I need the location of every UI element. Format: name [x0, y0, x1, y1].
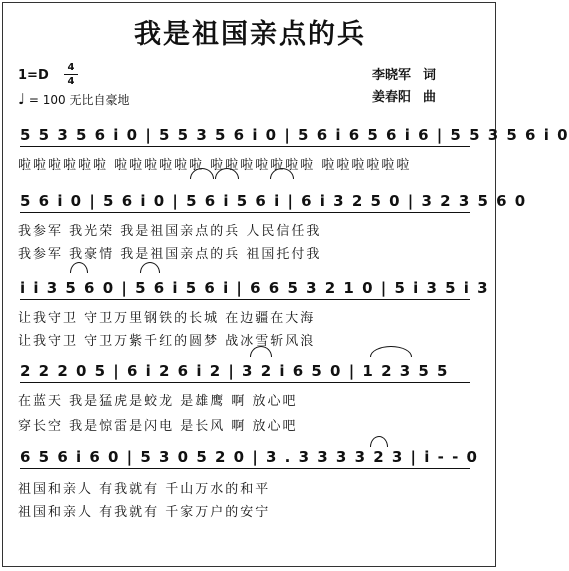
tempo-text: = 100 无比自豪地 — [28, 93, 130, 107]
song-title: 我是祖国亲点的兵 — [134, 19, 366, 50]
lyric-line: 在蓝天 我是猛虎是蛟龙 是雄鹰 啊 放心吧 — [18, 394, 298, 409]
lyric-line: 我参军 我豪情 我是祖国亲点的兵 祖国托付我 — [18, 247, 322, 262]
lyric-line: 啦啦啦啦啦啦 啦啦啦啦啦啦 啦啦啦啦啦啦啦 啦啦啦啦啦啦 — [18, 158, 412, 173]
notation-line: 2 2 2 0 5 | 6 i 2 6 i 2 | 3 2 i 6 5 0 | 1 2 3 5 5 — [20, 362, 449, 380]
beam-line — [20, 146, 470, 147]
beam-line — [20, 212, 470, 213]
notation-line: 5 5 3 5 6 i 0 | 5 5 3 5 6 i 0 | 5 6 i 6 5 6 i 6 | 5 5 3 5 6 i 0 — [20, 126, 569, 144]
key-signature: 1=D — [18, 68, 49, 83]
lyric-line: 我参军 我光荣 我是祖国亲点的兵 人民信任我 — [18, 224, 322, 239]
time-signature — [64, 62, 78, 87]
lyricist-credit — [372, 64, 436, 83]
lyricist-role: 词 — [423, 68, 437, 83]
tempo-marking — [18, 90, 130, 108]
lyric-line: 祖国和亲人 有我就有 千家万户的安宁 — [18, 505, 271, 520]
lyric-line: 让我守卫 守卫万里钢铁的长城 在边疆在大海 — [18, 311, 316, 326]
quarter-note-icon: ♩ — [18, 90, 26, 108]
beam-line — [20, 382, 470, 383]
lyric-line: 祖国和亲人 有我就有 千山万水的和平 — [18, 482, 271, 497]
lyric-line: 穿长空 我是惊雷是闪电 是长风 啊 放心吧 — [18, 419, 298, 434]
time-signature-bottom: 4 — [67, 76, 75, 87]
lyric-line: 让我守卫 守卫万紫千红的圆梦 战冰雪斩风浪 — [18, 334, 316, 349]
beam-line — [20, 299, 470, 300]
notation-line: 5 6 i 0 | 5 6 i 0 | 5 6 i 5 6 i | 6 i 3 2 5 0 | 3 2 3 5 6 0 — [20, 192, 527, 210]
time-signature-top: 4 — [67, 62, 75, 73]
composer-role: 曲 — [423, 90, 437, 105]
notation-line: i i 3 5 6 0 | 5 6 i 5 6 i | 6 6 5 3 2 1 0 | 5 i 3 5 i 3 — [20, 279, 490, 297]
beam-line — [20, 468, 470, 469]
composer-credit — [372, 86, 436, 105]
composer-name: 姜春阳 — [372, 90, 412, 105]
notation-line: 6 5 6 i 6 0 | 5 3 0 5 2 0 | 3 . 3 3 3 3 2 3 | i - - 0 — [20, 448, 479, 466]
lyricist-name: 李晓军 — [372, 68, 412, 83]
